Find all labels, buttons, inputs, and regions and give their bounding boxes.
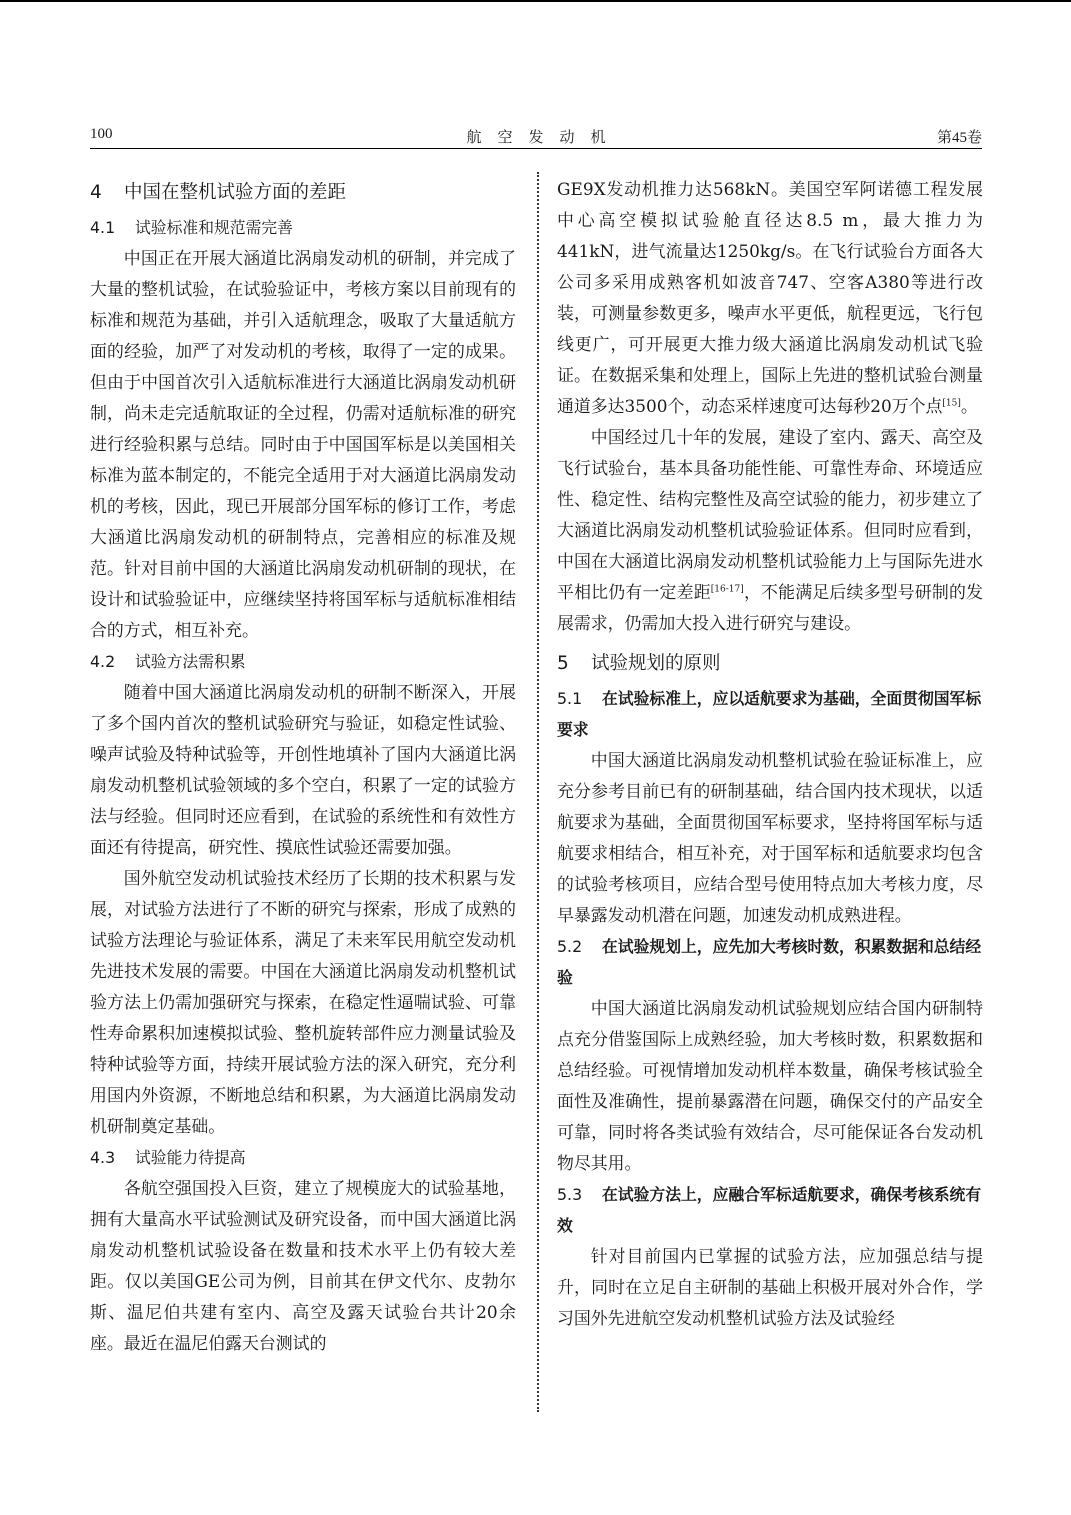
section-title: 试验规划的原则: [591, 653, 721, 674]
paragraph-text: GE9X发动机推力达568kN。美国空军阿诺德工程发展中心高空模拟试验舱直径达8.5 m，最大推力为441kN，进气流量达1250kg/s。在飞行试验台方面各大公司多采用成熟客机如波音747、空客A380等进行改装，可测量参数更多，噪声水平更低，航程更远，飞行包线更广，可开展更大推力级大涵道比涡扇发动机试飞验证。在数据采集和处理上，国际上先进的整机试验台测量通道多达3500个，动态采样速度可达每秒20万个点: [557, 179, 983, 416]
subsection-number: 4.3: [90, 1148, 116, 1167]
subsection-heading-4-1: [90, 212, 516, 243]
subsection-number: 5.3: [557, 1185, 583, 1204]
top-rule: [0, 0, 1071, 2]
journal-title: 航空发动机: [466, 130, 622, 146]
section-number: 4: [90, 182, 102, 203]
section-title: 中国在整机试验方面的差距: [124, 182, 347, 203]
subsection-heading-5-2: [557, 931, 983, 993]
paragraph: 中国正在开展大涵道比涡扇发动机的研制，并完成了大量的整机试验，在试验验证中，考核方案以目前现有的标准和规范为基础，并引入适航理念，吸取了大量适航方面的经验，加严了对发动机的考核，取得了一定的成果。但由于中国首次引入适航标准进行大涵道比涡扇发动机研制，尚未走完适航取证的全过程，仍需对适航标准的研究进行经验积累与总结。同时由于中国国军标是以美国相关标准为蓝本制定的，不能完全适用于对大涵道比涡扇发动机的考核，因此，现已开展部分国军标的修订工作，考虑大涵道比涡扇发动机的研制特点，完善相应的标准及规范。针对目前中国的大涵道比涡扇发动机研制的现状，在设计和试验验证中，应继续坚持将国军标与适航标准相结合的方式，相互补充。: [90, 248, 516, 640]
paragraph-text: 中国经过几十年的发展，建设了室内、露天、高空及飞行试验台，基本具备功能性能、可靠性寿命、环境适应性、稳定性、结构完整性及高空试验的能力，初步建立了大涵道比涡扇发动机整机试验验证体系。但同时应看到，中国在大涵道比涡扇发动机整机试验能力上与国际先进水平相比仍有一定差距: [557, 427, 983, 602]
right-column: [557, 174, 983, 1334]
citation-ref: [16-17]: [710, 584, 744, 595]
subsection-title: 试验能力待提高: [135, 1148, 246, 1167]
subsection-heading-4-3: [90, 1142, 516, 1173]
section-heading-5: [557, 645, 983, 683]
volume-label: 第45卷: [936, 130, 982, 146]
subsection-title: 在试验规划上，应先加大考核时数，积累数据和总结经验: [557, 937, 982, 987]
subsection-heading-4-2: [90, 646, 516, 677]
paragraph: 各航空强国投入巨资，建立了规模庞大的试验基地，拥有大量高水平试验测试及研究设备，而中国大涵道比涡扇发动机整机试验设备在数量和技术水平上仍有较大差距。仅以美国GE公司为例，目前其在伊文代尔、皮勃尔斯、温尼伯共建有室内、高空及露天试验台共计20余座。最近在温尼伯露天台测试的: [90, 1178, 516, 1353]
subsection-heading-5-3: [557, 1179, 983, 1241]
paragraph: 中国大涵道比涡扇发动机试验规划应结合国内研制特点充分借鉴国际上成熟经验，加大考核时数，积累数据和总结经验。可视情增加发动机样本数量，确保考核试验全面性及准确性，提前暴露潜在问题，确保交付的产品安全可靠，同时将各类试验有效结合，尽可能保证各台发动机物尽其用。: [557, 998, 983, 1173]
subsection-number: 4.2: [90, 652, 116, 671]
subsection-number: 5.2: [557, 937, 583, 956]
subsection-number: 5.1: [557, 689, 583, 708]
citation-ref: [15]: [942, 398, 961, 409]
paragraph: 针对目前国内已掌握的试验方法，应加强总结与提升，同时在立足自主研制的基础上积极开展对外合作，学习国外先进航空发动机整机试验方法及试验经: [557, 1246, 983, 1328]
subsection-title: 试验标准和规范需完善: [135, 218, 293, 237]
section-number: 5: [557, 653, 569, 674]
paragraph: [557, 422, 983, 639]
left-column: [90, 174, 516, 1359]
paragraph: 国外航空发动机试验技术经历了长期的技术积累与发展，对试验方法进行了不断的研究与探索，形成了成熟的试验方法理论与验证体系，满足了未来军民用航空发动机先进技术发展的需要。中国在大涵道比涡扇发动机整机试验方法上仍需加强研究与探索，在稳定性逼喘试验、可靠性寿命累积加速模拟试验、整机旋转部件应力测量试验及特种试验等方面，持续开展试验方法的深入研究，充分利用国内外资源，不断地总结和积累，为大涵道比涡扇发动机研制奠定基础。: [90, 868, 516, 1136]
subsection-title: 试验方法需积累: [135, 652, 246, 671]
paragraph-text: 。: [960, 396, 978, 416]
paragraph: 随着中国大涵道比涡扇发动机的研制不断深入，开展了多个国内首次的整机试验研究与验证，如稳定性试验、噪声试验及特种试验等，开创性地填补了国内大涵道比涡扇发动机整机试验领域的多个空白，积累了一定的试验方法与经验。但同时还应看到，在试验的系统性和有效性方面还有待提高，研究性、摸底性试验还需要加强。: [90, 682, 516, 857]
page-number: 100: [90, 126, 113, 142]
running-header: [90, 126, 982, 149]
subsection-title: 在试验标准上，应以适航要求为基础，全面贯彻国军标要求: [557, 689, 982, 739]
subsection-number: 4.1: [90, 218, 116, 237]
subsection-heading-5-1: [557, 683, 983, 745]
paragraph: [557, 174, 983, 422]
paragraph: 中国大涵道比涡扇发动机整机试验在验证标准上，应充分参考目前已有的研制基础，结合国内技术现状，以适航要求为基础，全面贯彻国军标要求，坚持将国军标与适航要求相结合，相互补充，对于国军标和适航要求均包含的试验考核项目，应结合型号使用特点加大考核力度，尽早暴露发动机潜在问题，加速发动机成熟进程。: [557, 750, 983, 925]
subsection-title: 在试验方法上，应融合军标适航要求，确保考核系统有效: [557, 1185, 982, 1235]
paragraph-text: ，不能满足后续多型号研制的发展需求，仍需加大投入进行研究与建设。: [557, 582, 984, 633]
section-heading-4: [90, 174, 516, 212]
column-divider: [537, 172, 539, 1412]
